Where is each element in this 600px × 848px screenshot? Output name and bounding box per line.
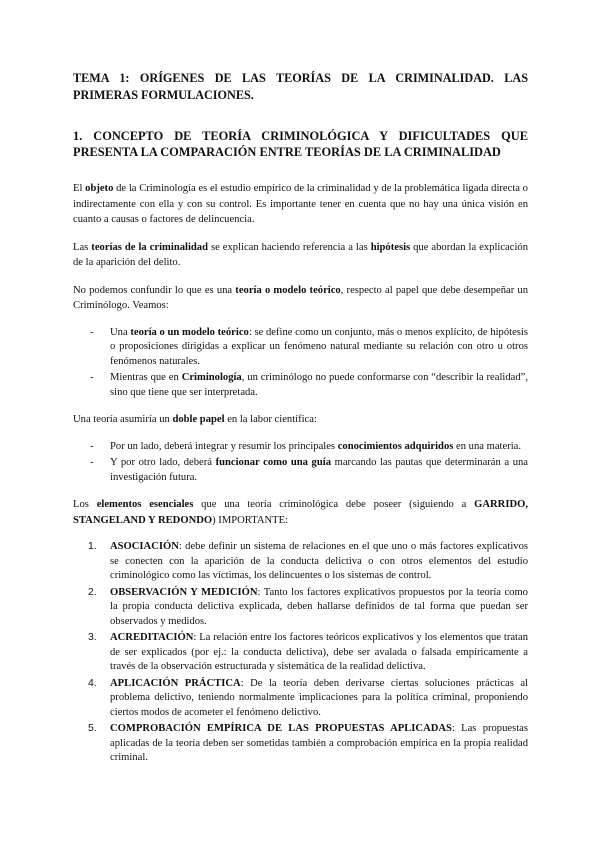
paragraph-objeto bbox=[73, 181, 528, 228]
text-run: : Tanto los factores explicativos propuestos por la teoría como la propia conducta delictiva explicada, deben hallarse definidos de tal forma que puedan ser observados y medidos. bbox=[110, 586, 528, 627]
list-number: 2. bbox=[88, 586, 97, 598]
list-number: 5. bbox=[88, 723, 97, 734]
text-run: Los bbox=[73, 499, 97, 510]
list-item-comprobacion bbox=[88, 722, 528, 766]
text-run: que abordan la explicación de la aparición del delito. bbox=[73, 241, 528, 268]
bold-term: ACREDITACIÓN bbox=[110, 632, 194, 643]
list-marker: - bbox=[90, 457, 94, 468]
bold-term: OBSERVACIÓN Y MEDICIÓN bbox=[110, 586, 258, 598]
list-number: 1. bbox=[88, 541, 97, 552]
list-item-asociacion bbox=[88, 540, 528, 584]
text-run: en una materia. bbox=[453, 440, 522, 452]
text-run: Mientras que en bbox=[110, 372, 182, 383]
dash-list-teoria bbox=[73, 326, 528, 401]
paragraph-doble-papel bbox=[73, 412, 528, 428]
document-title: TEMA 1: ORÍGENES DE LAS TEORÍAS DE LA CRIMINALIDAD. LAS PRIMERAS FORMULACIONES. bbox=[73, 71, 528, 102]
section-heading: 1. CONCEPTO DE TEORÍA CRIMINOLÓGICA Y DIFICULTADES QUE PRESENTA LA COMPARACIÓN ENTRE TEORÍAS DE LA CRIMINALIDAD bbox=[73, 129, 528, 159]
text-run: marcando las pautas que determinarán a una investigación futura. bbox=[110, 457, 529, 483]
list-number: 4. bbox=[88, 677, 97, 689]
bold-term: teorías de la criminalidad bbox=[91, 241, 208, 253]
text-run: Una teoría asumiría un bbox=[73, 414, 173, 425]
bold-term: conocimientos adquiridos bbox=[337, 440, 454, 452]
text-run: se explican haciendo referencia a las bbox=[207, 241, 371, 253]
bold-term: APLICACIÓN PRÁCTICA bbox=[110, 677, 241, 689]
list-item bbox=[90, 456, 529, 485]
list-item-aplicacion bbox=[88, 677, 528, 721]
bold-term: elementos esenciales bbox=[96, 499, 194, 510]
text-run: No podemos confundir lo que es una bbox=[73, 284, 236, 296]
bold-term: hipótesis bbox=[370, 241, 411, 253]
text-run: Por un lado, deberá integrar y resumir los principales bbox=[110, 440, 338, 452]
text-run: : debe definir un sistema de relaciones en el que uno o más factores explicativos se conecten con la aparición de la conducta delictiva o con otros elementos del estudio criminológico como las víctimas, los delincuentes o los sistemas de control. bbox=[110, 541, 528, 581]
list-item-acreditacion bbox=[88, 631, 528, 675]
text-run: de la Criminología es el estudio empírico de la criminalidad y de la problemática ligada directa o indirectamente con ella y con su control. Es importante tener en cuenta que no hay una única visión en cuanto a causas o factores de delincuencia. bbox=[73, 183, 528, 225]
text-run: Y por otro lado, deberá bbox=[110, 457, 216, 468]
text-run: , un criminólogo no puede conformarse con “describir la realidad”, sino que tiene que ser interpretada. bbox=[110, 372, 528, 398]
bold-term: COMPROBACIÓN EMPÍRICA DE LAS PROPUESTAS APLICADAS bbox=[110, 723, 452, 734]
bold-term: teoría o un modelo teórico bbox=[130, 326, 249, 338]
text-run: : se define como un conjunto, más o menos explícito, de hipótesis o proposiciones dirigidas a explicar un fenómeno natural mediante su relación con otro u otros fenómenos naturales. bbox=[110, 326, 528, 367]
text-run: Las bbox=[73, 241, 92, 253]
text-run: , respecto al papel que debe desempeñar un Criminólogo. Veamos: bbox=[73, 284, 528, 311]
dash-list-doble-papel bbox=[73, 440, 528, 486]
text-run: : Las propuestas aplicadas de la teoría deben ser sometidas también a comprobación empírica en la propia realidad criminal. bbox=[110, 723, 528, 763]
list-item bbox=[90, 440, 528, 455]
bold-term: ASOCIACIÓN bbox=[110, 541, 179, 552]
list-item bbox=[90, 326, 528, 370]
bold-term: funcionar como una guía bbox=[215, 457, 331, 468]
paragraph-teorias bbox=[73, 240, 528, 271]
text-run: en la labor científica: bbox=[224, 414, 317, 425]
bold-term: GARRIDO, STANGELAND Y REDONDO bbox=[73, 499, 528, 526]
list-number: 3. bbox=[88, 632, 97, 643]
text-run: que una teoría criminológica debe poseer (siguiendo a bbox=[193, 499, 475, 510]
bold-term: objeto bbox=[85, 183, 114, 194]
bold-term: doble papel bbox=[172, 414, 225, 425]
text-run: El bbox=[73, 183, 86, 194]
list-marker: - bbox=[90, 326, 94, 338]
list-item-observacion bbox=[88, 586, 528, 630]
text-run: : La relación entre los factores teóricos explicativos y los elementos que tratan de ser explicados (por ej.: la conducta delictiva), debe ser avalada o falsada empíricamente a través de la observación estructurada y sistemática de la realidad delictiva. bbox=[110, 632, 528, 672]
text-run: ) IMPORTANTE: bbox=[212, 514, 289, 526]
paragraph-elementos-esenciales bbox=[73, 497, 528, 528]
list-marker: - bbox=[90, 372, 94, 383]
list-item bbox=[90, 371, 528, 400]
numbered-list-elementos bbox=[73, 540, 528, 766]
list-marker: - bbox=[90, 440, 94, 452]
bold-term: teoría o modelo teórico bbox=[235, 284, 341, 296]
text-run: : De la teoría deben derivarse ciertas soluciones prácticas al problema delictivo, teniendo normalmente implicaciones para la política criminal, proponiendo ciertos modos de acometer el fenómeno delictivo. bbox=[110, 677, 528, 718]
bold-term: Criminología bbox=[181, 372, 242, 383]
paragraph-no-confundir bbox=[73, 283, 528, 314]
text-run: Una bbox=[110, 326, 131, 338]
